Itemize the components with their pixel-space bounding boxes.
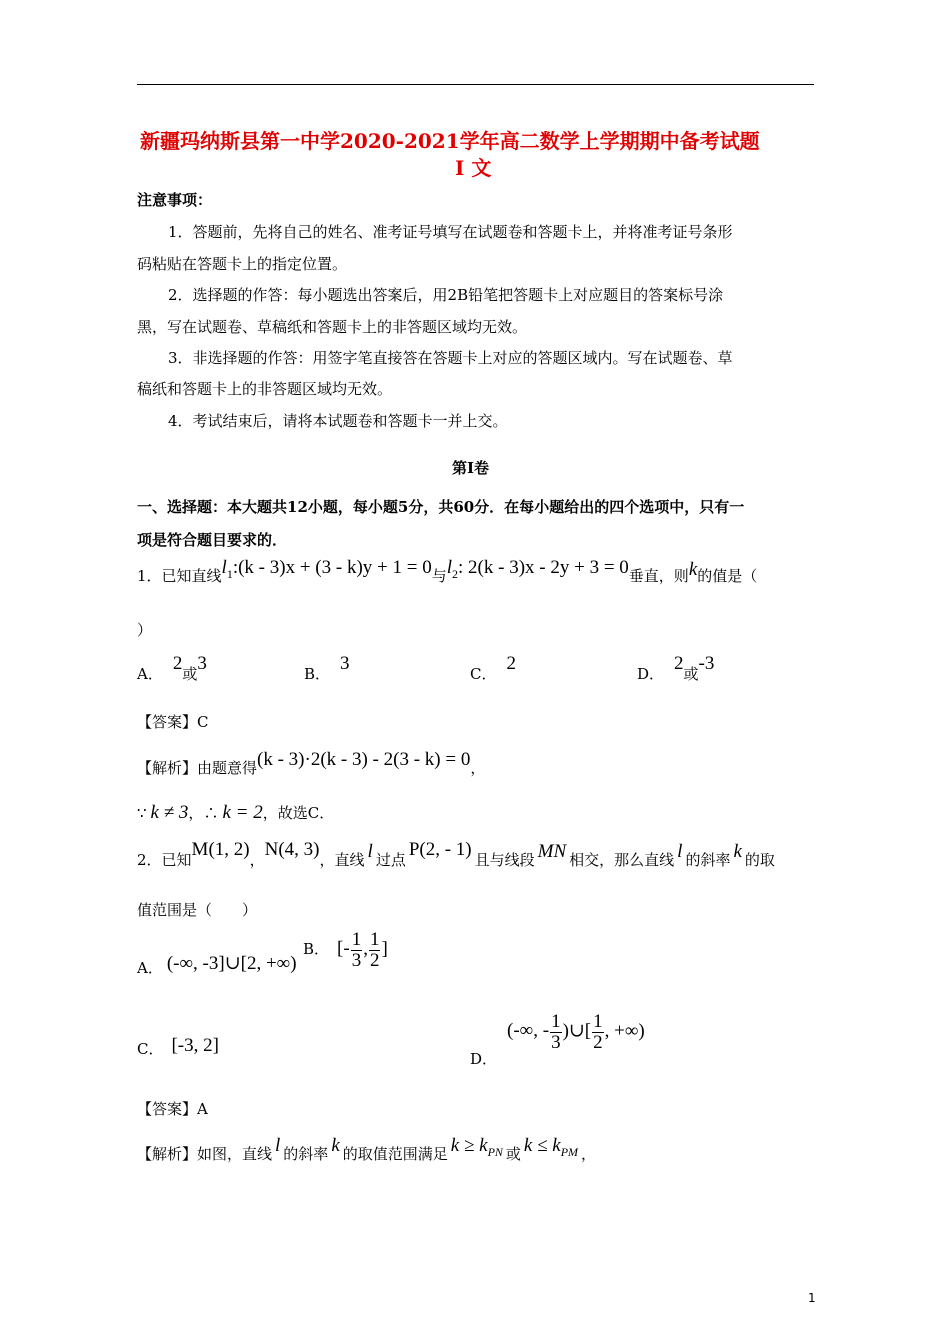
q1-line1-formula <box>221 557 432 581</box>
q2-option-d[interactable] <box>470 1011 645 1069</box>
q2-text: 的取 <box>744 851 775 869</box>
q1-close-paren: ） <box>137 621 153 639</box>
q2-text: 相交，那么直线 <box>569 851 675 869</box>
q1-suffix-b: 的值是（ <box>697 567 758 585</box>
analysis-or: 或 <box>505 1145 521 1163</box>
notice-4: 4．考试结束后，请将本试题卷和答题卡一并上交。 <box>168 412 508 430</box>
analysis-end: ， <box>581 1145 597 1163</box>
option-union: )∪[ <box>562 1020 592 1042</box>
notice-1a: 1．答题前，先将自己的姓名、准考证号填写在试题卷和答题卡上，并将准考证号条形 <box>168 223 733 241</box>
q2-stem <box>137 839 775 871</box>
fraction <box>351 930 363 971</box>
doc-title-line1: 新疆玛纳斯县第一中学2020-2021学年高二数学上学期期中备考试题 <box>140 129 760 153</box>
comma: ， <box>249 851 265 869</box>
q1-line2-formula <box>446 557 629 581</box>
option-label: D． <box>637 665 665 683</box>
q1-option-a[interactable] <box>137 653 207 685</box>
q2-analysis <box>137 1135 597 1168</box>
q2-text: ，直线 <box>319 851 365 869</box>
analysis-end: ， <box>470 759 486 777</box>
option-value: 2 <box>674 653 684 674</box>
condition-pm <box>523 1135 579 1159</box>
volume-heading: 第Ⅰ卷 <box>452 459 490 477</box>
segment-mn: MN <box>537 841 567 862</box>
condition: k = 2 <box>222 802 263 823</box>
analysis-text: 的取值范围满足 <box>342 1145 448 1163</box>
option-label: B． <box>303 940 330 959</box>
option-value: -3 <box>698 653 715 674</box>
fraction <box>592 1012 604 1053</box>
notice-2b: 黑，写在试题卷、草稿纸和答题卡上的非答题区域均无效。 <box>137 318 528 336</box>
q1-option-d[interactable] <box>637 653 715 685</box>
option-value: [-3, 2] <box>171 1035 219 1056</box>
notice-1b: 码粘贴在答题卡上的指定位置。 <box>137 255 348 273</box>
analysis-equation: (k - 3)·2(k - 3) - 2(3 - k) = 0 <box>257 749 471 770</box>
condition-pn <box>450 1135 503 1159</box>
line-l: l <box>275 1135 281 1156</box>
section-heading-line1: 一、选择题：本大题共12小题，每小题5分，共60分．在每小题给出的四个选项中，只有一 <box>137 498 745 516</box>
notice-heading: 注意事项： <box>137 191 213 209</box>
option-label: B． <box>304 665 331 683</box>
point-m: M(1, 2) <box>191 839 250 860</box>
option-value: 3 <box>340 653 350 674</box>
option-bracket: , +∞) <box>604 1020 645 1042</box>
option-value: 3 <box>197 653 207 674</box>
q2-option-c[interactable] <box>137 1035 219 1060</box>
option-value: 2 <box>172 653 183 674</box>
option-or: 或 <box>182 665 198 683</box>
section-heading-line2: 项是符合题目要求的． <box>137 531 288 549</box>
denominator: 3 <box>551 1031 561 1053</box>
denominator: 2 <box>369 949 380 971</box>
denominator: 2 <box>593 1031 603 1053</box>
denominator: 3 <box>351 949 362 971</box>
numerator: 1 <box>551 1011 561 1032</box>
option-label: D． <box>470 1050 498 1069</box>
comma: ， <box>188 804 204 822</box>
analysis-text: 的斜率 <box>283 1145 329 1163</box>
q1-l2-symbol: l <box>446 557 453 578</box>
option-label: A． <box>137 665 163 683</box>
option-value: 2 <box>506 653 516 674</box>
q2-text: 过点 <box>375 851 406 869</box>
line-l: l <box>367 841 373 862</box>
option-label: A． <box>137 959 163 977</box>
fraction <box>550 1012 562 1053</box>
analysis-label: 【解析】如图，直线 <box>137 1145 273 1163</box>
q1-l1-equation: :(k - 3)x + (3 - k)y + 1 = 0 <box>232 557 432 578</box>
point-p: P(2, - 1) <box>408 839 472 860</box>
numerator: 1 <box>593 1011 603 1032</box>
condition-text: k ≥ k <box>450 1135 488 1156</box>
option-label: C． <box>470 665 497 683</box>
q1-option-b[interactable] <box>304 653 350 685</box>
notice-3b: 稿纸和答题卡上的非答题区域均无效。 <box>137 380 393 398</box>
notice-3a: 3．非选择题的作答：用签字笔直接答在答题卡上对应的答题区域内。写在试题卷、草 <box>168 349 733 367</box>
q1-prefix: 1．已知直线 <box>137 567 222 585</box>
condition: k ≠ 3 <box>150 802 189 823</box>
conclusion-text: ，故选C． <box>262 804 335 822</box>
slope-k: k <box>733 841 742 862</box>
q2-option-b[interactable] <box>303 930 388 971</box>
option-value: (-∞, -3]∪[2, +∞) <box>166 953 297 974</box>
q1-and: 与 <box>431 567 447 585</box>
q1-stem <box>137 557 758 590</box>
condition-sub: PN <box>487 1144 503 1159</box>
q1-analysis <box>137 749 486 779</box>
notice-2a: 2．选择题的作答：每小题选出答案后，用2B铅笔把答题卡上对应题目的答案标号涂 <box>168 286 724 304</box>
q2-prefix: 2．已知 <box>137 851 192 869</box>
doc-title-line2: Ⅰ 文 <box>455 156 492 180</box>
point-n: N(4, 3) <box>264 839 320 860</box>
option-bracket: (-∞, - <box>507 1020 550 1042</box>
q1-l1-sub: 1 <box>226 566 233 581</box>
option-label: C． <box>137 1040 164 1058</box>
header-rule <box>137 84 814 85</box>
condition-sub: PM <box>560 1144 579 1159</box>
because-symbol: ∵ <box>137 804 147 822</box>
therefore-symbol: ∴ <box>203 804 219 822</box>
q1-l2-sub: 2 <box>452 566 459 581</box>
line-l: l <box>677 841 683 862</box>
numerator: 1 <box>369 929 380 950</box>
page-number: 1 <box>808 1291 816 1305</box>
q1-k: k <box>688 559 698 580</box>
q2-option-a[interactable] <box>137 930 297 977</box>
q1-answer: 【答案】C <box>137 713 209 731</box>
q1-l2-equation: : 2(k - 3)x - 2y + 3 = 0 <box>458 557 629 578</box>
q2-text: 的斜率 <box>685 851 731 869</box>
separator: , <box>363 938 368 960</box>
q1-l1-symbol: l <box>221 557 227 578</box>
q1-option-c[interactable] <box>470 653 516 685</box>
q1-conclusion <box>137 802 334 824</box>
option-or: 或 <box>683 665 699 683</box>
fraction <box>369 930 381 971</box>
q2-answer: 【答案】A <box>137 1100 208 1118</box>
option-bracket: [- <box>337 938 350 960</box>
option-bracket: ] <box>381 938 388 960</box>
analysis-label: 【解析】由题意得 <box>137 759 258 777</box>
q1-suffix-a: 垂直，则 <box>628 567 689 585</box>
condition-text: k ≤ k <box>523 1135 561 1156</box>
slope-k: k <box>331 1135 340 1156</box>
numerator: 1 <box>351 929 362 950</box>
q2-stem-line2: 值范围是（ ） <box>137 901 258 919</box>
q2-text: 且与线段 <box>474 851 535 869</box>
